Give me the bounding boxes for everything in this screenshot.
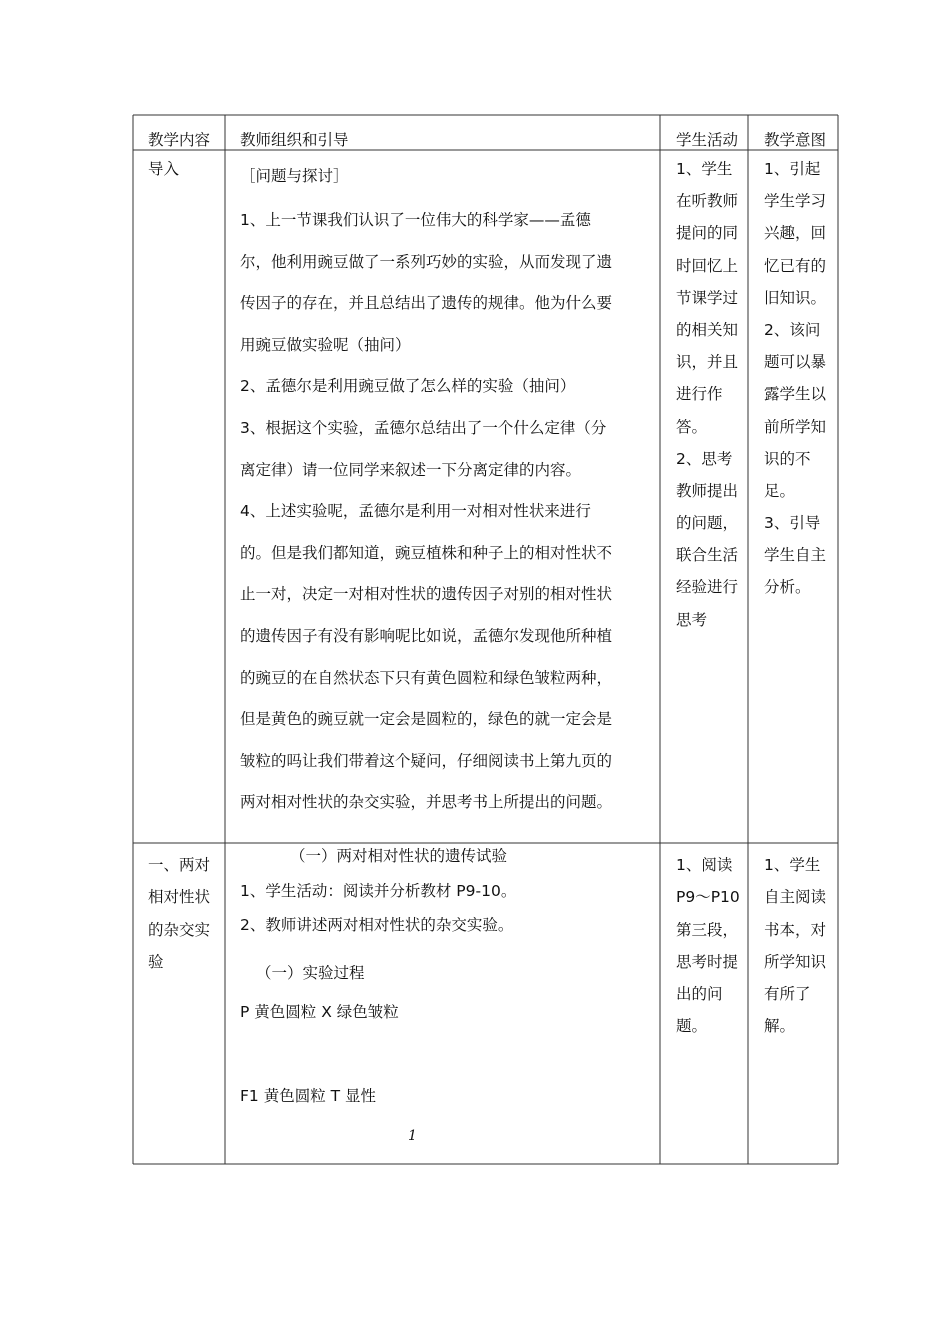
content-line: 的杂交实 (148, 920, 211, 939)
intent-line: 识的不 (764, 449, 811, 468)
intent-line: 足。 (764, 481, 796, 500)
cross-f1-line: F1 黄色圆粒 T 显性 (240, 1087, 377, 1105)
teacher-line: 离定律）请一位同学来叙述一下分离定律的内容。 (240, 460, 582, 479)
section-title: （一）两对相对性状的遗传试验 (290, 847, 508, 865)
intent-line: 2、该问 (764, 320, 821, 339)
content-line: 验 (148, 952, 164, 971)
teacher-line: 两对相对性状的杂交实验，并思考书上所提出的问题。 (240, 793, 613, 812)
student-line: 的相关知 (676, 320, 739, 339)
row2-teacher-line-2: 2、教师讲述两对相对性状的杂交实验。 (240, 916, 514, 934)
intent-line: 解。 (764, 1017, 796, 1036)
student-line: 答。 (676, 417, 708, 436)
row2-teaching-intent (764, 849, 826, 1043)
student-line: 的问题， (676, 514, 739, 533)
student-line: 联合生活 (676, 546, 739, 565)
teacher-line: 尔，他利用豌豆做了一系列巧妙的实验，从而发现了遗 (240, 252, 613, 271)
header-student-activity: 学生活动 (676, 131, 739, 149)
student-line: 出的问 (676, 985, 723, 1004)
teacher-line: 止一对，决定一对相对性状的遗传因子对别的相对性状 (240, 585, 613, 604)
header-teaching-content: 教学内容 (148, 131, 211, 149)
intent-line: 分析。 (764, 578, 811, 597)
intent-line: 书本，对 (764, 920, 827, 939)
student-line: 第三段， (676, 920, 739, 939)
header-teaching-intent: 教学意图 (764, 131, 827, 149)
row2-content (148, 849, 210, 978)
cross-p-line: P 黄色圆粒 X 绿色皱粒 (240, 1003, 399, 1021)
intent-line: 露学生以 (764, 385, 827, 404)
page-number: 1 (408, 1128, 417, 1144)
teacher-line: 4、上述实验呢，孟德尔是利用一对相对性状来进行 (240, 502, 591, 521)
intent-line: 有所了 (764, 985, 811, 1004)
intent-line: 旧知识。 (764, 288, 827, 307)
intent-line: 所学知识 (764, 952, 827, 971)
student-line: 经验进行 (676, 578, 739, 597)
teacher-line: 皱粒的吗让我们带着这个疑问，仔细阅读书上第九页的 (240, 751, 613, 770)
teacher-line: 传因子的存在，并且总结出了遗传的规律。他为什么要 (240, 294, 613, 313)
teacher-line: 用豌豆做实验呢（抽问） (240, 335, 411, 354)
student-line: 提问的同 (676, 224, 739, 243)
intent-line: 1、引起 (764, 160, 821, 178)
row1-content: 导入 (148, 160, 180, 178)
teacher-line: 的遗传因子有没有影响呢比如说，孟德尔发现他所种植 (240, 626, 613, 645)
row2-teacher-line-1: 1、学生活动：阅读并分析教材 P9-10。 (240, 882, 517, 900)
teacher-line: 但是黄色的豌豆就一定会是圆粒的，绿色的就一定会是 (240, 710, 613, 729)
student-line: 2、思考 (676, 449, 733, 468)
teacher-line: 2、孟德尔是利用豌豆做了怎么样的实验（抽问） (240, 377, 576, 396)
teacher-line: 1、上一节课我们认识了一位伟大的科学家——孟德 (240, 211, 591, 229)
content-line: 相对性状 (148, 888, 211, 907)
teacher-line: ［问题与探讨］ (240, 167, 349, 185)
student-line: 节课学过 (676, 288, 739, 307)
student-line: 1、阅读 (676, 856, 733, 874)
content-line: 一、两对 (148, 856, 211, 874)
student-line: 识，并且 (676, 353, 739, 372)
student-line: 1、学生 (676, 160, 733, 178)
row1-teaching-intent (764, 153, 826, 604)
intent-line: 忆已有的 (764, 256, 827, 275)
row2-student-activity (676, 849, 740, 1043)
student-line: 时回忆上 (676, 256, 739, 275)
intent-line: 题可以暴 (764, 353, 827, 372)
row1-teacher-text (240, 160, 349, 196)
student-line: 进行作 (676, 385, 723, 404)
intent-line: 前所学知 (764, 417, 827, 436)
student-line: 教师提出 (676, 481, 739, 500)
student-line: 在听教师 (676, 192, 739, 211)
teacher-line: 的豌豆的在自然状态下只有黄色圆粒和绿色皱粒两种， (240, 668, 613, 687)
intent-line: 学生学习 (764, 192, 827, 211)
intent-line: 1、学生 (764, 856, 821, 874)
student-line: 题。 (676, 1017, 708, 1036)
row1-teacher-body (240, 200, 612, 824)
header-teacher-guidance: 教师组织和引导 (240, 131, 349, 149)
subsection-title: （一）实验过程 (256, 964, 365, 982)
teacher-line: 的。但是我们都知道，豌豆植株和种子上的相对性状不 (240, 543, 613, 562)
intent-line: 3、引导 (764, 514, 821, 533)
teacher-line: 3、根据这个实验，孟德尔总结出了一个什么定律（分 (240, 418, 607, 437)
student-line: P9～P10 (676, 888, 740, 907)
row1-student-activity (676, 153, 738, 636)
student-line: 思考 (676, 610, 708, 629)
intent-line: 兴趣，回 (764, 224, 827, 243)
intent-line: 自主阅读 (764, 888, 827, 907)
student-line: 思考时提 (676, 952, 739, 971)
intent-line: 学生自主 (764, 546, 827, 565)
